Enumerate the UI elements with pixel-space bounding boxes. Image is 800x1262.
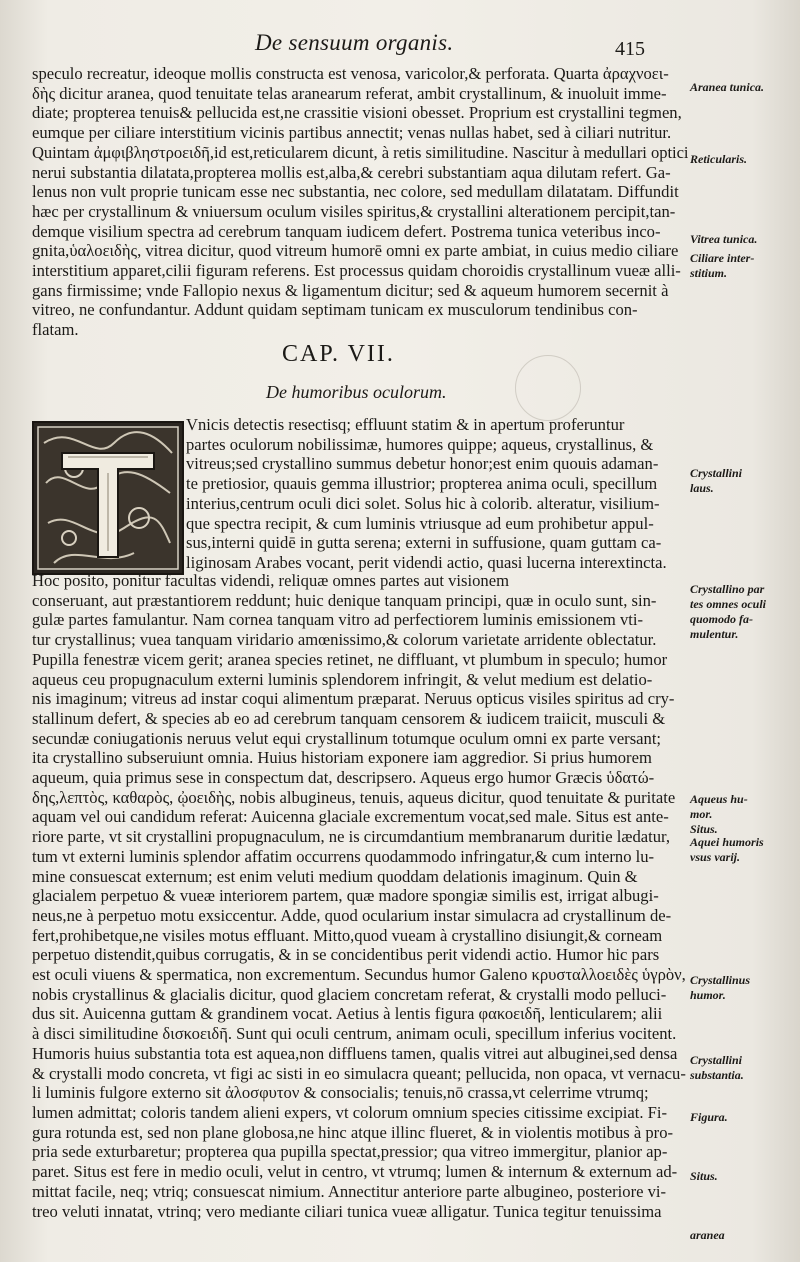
text-line: Hoc posito, ponitur facultas videndi, reliquæ omnes partes aut visionem <box>32 571 509 590</box>
text-line: nerui substantia dilatata,propterea mollis est,alba,& cerebri substantiam aqua dilutam refert. Ga- <box>32 162 671 182</box>
margin-note: aranea <box>690 1228 725 1242</box>
decorated-initial-t-icon <box>32 421 184 575</box>
text-line: paret. Situs est fere in medio oculi, velut in centro, vt vtrumq; lumen & internum & externum ad- <box>32 1162 678 1182</box>
text-line: flatam. <box>32 320 79 340</box>
text-line: diate; propterea tenuis& pellucida est,ne crassitie visioni obesset. Proprium est crystallini tegmen, <box>32 103 682 123</box>
text-line: δης,λεπτὸς, καθαρὸς, ᾠοειδὴς, nobis albugineus, tenuis, aqueus dicitur, quod tenuitate & puritate <box>32 787 676 807</box>
margin-note: laus. <box>690 481 714 495</box>
margin-note: mulentur. <box>690 627 739 641</box>
text-line: hæc per crystallinum & vniuersum oculum visiles spiritus,& crystallini alterationem percipit,tan- <box>32 201 676 221</box>
text-line: tum vt externi luminis splendor affatim occurrens quodammodo infringatur,& cum interno lu- <box>32 846 655 866</box>
margin-note: substantia. <box>690 1068 744 1082</box>
text-line: lenus non vult proprie tunicam esse nec substantia, nec colore, sed medullam dilatatam. Diffundit <box>32 182 679 202</box>
text-line: interius,centrum oculi dici solet. Solus hic à colorib. alteratur, visilium- <box>186 493 660 513</box>
text-line: Humoris huius substantia tota est aquea,non diffluens tamen, qualis vitrei aut albuginei,sed densa <box>32 1043 678 1063</box>
running-head: De sensuum organis. <box>255 30 454 55</box>
text-line: te pretiosior, quauis gemma illustrior; propterea anima oculi, specillum <box>186 474 658 494</box>
text-line: riore parte, vt sit crystallini propugnaculum, ne is circumdantium membranarum duritie lædatur, <box>32 827 671 847</box>
text-line: liginosam Arabes vocant, perit videndi actio, quasi lucerna interextincta. <box>186 552 667 572</box>
text-line: sus,interni quidē in gutta serena; externi in suffusione, quam guttam ca- <box>186 533 662 553</box>
text-line: gnita,ὑαλοειδὴς, vitrea dicitur, quod vitreum humorē omni ex parte ambiat, in cuius medio ciliare <box>32 241 679 261</box>
margin-note: Reticularis. <box>690 152 748 166</box>
text-line: glacialem perpetuo & vueæ interiorem partem, quæ madore spongiæ similis est, irrigat albugi- <box>32 886 659 906</box>
text-line: stallinum defert, & species ab eo ad cerebrum tanquam censorem & iudicem traiicit, musculi & <box>32 708 666 728</box>
margin-note: Vitrea tunica. <box>690 232 758 246</box>
text-line: li luminis fulgore externo sit ἀλοσφυτον & consocialis; tenuis,nō crassa,vt celerrime vtrumq; <box>32 1083 649 1103</box>
library-stamp-mark <box>515 355 581 421</box>
text-line: vitreus;sed crystallino summus debetur honor;est enim quouis adaman- <box>186 454 659 474</box>
text-line: à disci similitudine δισκοειδῆ. Sunt qui oculi centrum, animam oculi, specillum inferius vocitent. <box>32 1024 677 1044</box>
text-line: demque visilium spectra ad cerebrum tanquam iudicem defert. Postrema tunica veteribus inco- <box>32 221 661 241</box>
text-line: secundæ coniugationis neruus velut equi crystallinum totumque oculum omni ex parte versant; <box>32 728 662 748</box>
text-line: neus,ne à perpetuo motu exsiccentur. Adde, quod ocularium instar simulacra ad crystallinum de- <box>32 905 672 925</box>
margin-note: Ciliare inter- <box>690 251 755 265</box>
margin-note: Figura. <box>690 1110 728 1124</box>
margin-note: stitium. <box>690 266 728 280</box>
text-line: perpetuo distendit,quibus corrugatis, & in se concidentibus perit videndi actio. Humor hic pars <box>32 945 660 965</box>
text-line: aquam vel oui candidum referat: Auicenna glaciale excrementum vocat,sed male. Situs est ante- <box>32 807 669 827</box>
text-line: fert,prohibetque,ne visiles motus effluant. Mitto,quod vueam à crystallino disiungit,& corneam <box>32 925 663 945</box>
margin-note: Crystallino par <box>690 582 765 596</box>
text-line: gans firmissime; vnde Fallopio nexus & ligamentum dicitur; sed & aqueum humorem secernit à <box>32 280 669 300</box>
text-line: Vnicis detectis resectisq; effluunt statim & in apertum proferuntur <box>186 415 625 434</box>
text-line: lumen admittat; coloris tandem alieni expers, vt colorum omnium species citissime excipiat. Fi- <box>32 1102 668 1122</box>
text-line: conseruant, aut præstantiorem reddunt; huic denique tanquam principi, quæ in oculo sunt, sin- <box>32 590 657 610</box>
chapter-subheading: De humoribus oculorum. <box>266 382 447 402</box>
text-line: nis imaginum; vitreus ad instar coqui alimentum præparat. Neruus opticus visiles spiritus ad cry- <box>32 689 675 709</box>
margin-note: Crystallini <box>690 466 743 480</box>
text-line: ita crystallino subseruiunt omnia. Huius historiam exponere iam aggredior. Si prius humorem <box>32 748 652 768</box>
margin-note: humor. <box>690 988 726 1002</box>
margin-note: tes omnes oculi <box>690 597 767 611</box>
text-line: Pupilla fenestræ vicem gerit; aranea species retinet, ne diffluant, vt plumbum in speculo; humor <box>32 649 668 669</box>
text-line: speculo recreatur, ideoque mollis constructa est venosa, varicolor,& perforata. Quarta ἀραχνοει- <box>32 64 669 83</box>
paragraph-humors-body <box>32 571 688 1221</box>
margin-note: vsus varij. <box>690 850 741 864</box>
text-line: est oculi viuens & spermatica, non excrementum. Secundus humor Galeno κρυσταλλοειδὲς ὑγρὸν, <box>32 965 686 985</box>
text-line: vitreo, ne confundantur. Addunt quidam septimam tunicam ex musculorum tendinibus con- <box>32 300 638 320</box>
margin-note: Aqueus hu- <box>690 792 748 806</box>
text-line: interstitium apparet,cilii figuram referens. Est processus quidam choroidis crystallinum vueæ alli- <box>32 261 681 281</box>
margin-note: quomodo fa- <box>690 612 753 626</box>
margin-note: mor. <box>690 807 713 821</box>
text-line: partes oculorum nobilissimæ, humores quippe; aqueus, crystallinus, & <box>186 434 654 454</box>
text-line: tur crystallinus; vuea tanquam viridario amœnissimo,& colorum varietate arridente oblectatur. <box>32 630 657 650</box>
text-line: eumque per ciliare interstitium vicinis partibus annectit; venas nullas habet, sed à ciliari nutritur. <box>32 123 672 143</box>
text-line: gura rotunda est, sed non plane globosa,ne hinc atque illinc flueret, & in violentis motibus à pro- <box>32 1122 674 1142</box>
margin-note: Aranea tunica. <box>690 80 765 94</box>
paragraph-tunics <box>32 64 688 340</box>
text-line: mine consuescat externum; est enim veluti medium quoddam delationis imaginum. Quin & <box>32 866 638 886</box>
text-line: que spectra recipit, & cum luminis vtriusque ad eum prohibetur appul- <box>186 513 654 533</box>
text-line: gulæ partes famulantur. Nam cornea tanquam vitro ad perfectiorem luminis emissionem vti- <box>32 610 644 630</box>
text-line: mittat facile, neq; vtriq; consuescat nimium. Annectitur anteriore parte albugineo, posteriore vi- <box>32 1181 667 1201</box>
text-line: Quintam ἀμφιβληστροειδῆ,id est,reticularem dicunt, à retis similitudine. Nascitur à medullari optici <box>32 142 688 162</box>
margin-note: Aquei humoris <box>690 835 764 849</box>
page-number: 415 <box>615 38 645 60</box>
margin-note: Situs. <box>690 1169 718 1183</box>
margin-note: Crystallini <box>690 1053 743 1067</box>
text-line: aqueum, quia primus sese in conspectum dat, descripsero. Aqueus ergo humor Græcis ὑδατώ- <box>32 768 655 788</box>
margin-note: Crystallinus <box>690 973 751 987</box>
text-line: pria sede exturbaretur; propterea qua pupilla spectat,pressior; qua vitreo immergitur, planior ap- <box>32 1142 668 1162</box>
margin-note: Situs. <box>690 822 718 836</box>
text-line: nobis crystallinus & glacialis dicitur, quod glaciem concretam referat, & crystalli modo pelluci- <box>32 984 667 1004</box>
text-line: & crystalli modo concreta, vt figi ac sisti in eo simulacra queant; pellucida, non opaca, vt vernacu- <box>32 1063 686 1083</box>
text-line: dus sit. Auicenna guttam & grandinem vocat. Aetius à lentis figura φακοειδῆ, lenticularem; alii <box>32 1004 663 1024</box>
paragraph-humors-intro <box>186 415 688 573</box>
chapter-heading: CAP. VII. <box>282 341 395 367</box>
text-line: treo veluti innatat, vtrinq; vero mediante ciliari tunica vueæ alligatur. Tunica tegitur tenuissima <box>32 1201 662 1221</box>
text-line: δὴς dicitur aranea, quod tenuitate telas aranearum referat, ambit crystallinum, & inuoluit imme- <box>32 83 667 103</box>
text-line: aqueus ceu propugnaculum externi luminis splendorem infringit, & velut medium est delatio- <box>32 669 653 689</box>
